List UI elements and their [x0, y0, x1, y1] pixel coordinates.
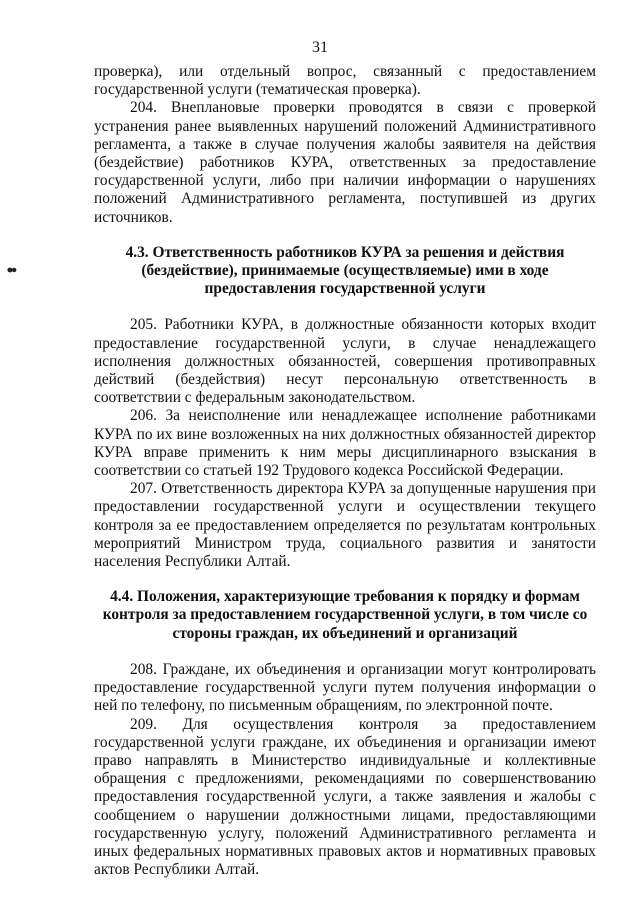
paragraph-continuation: проверка), или отдельный вопрос, связанный с предоставлением государственной услуги (тематическая проверка). [94, 63, 596, 99]
paragraph-205: 205. Работники КУРА, в должностные обязанности которых входит предоставление государственной услуги, в случае ненадлежащего исполнения должностных обязанностей, совершения противоправных действий (бездействия) несут персональную ответственность в соответствии с федеральным законодательством. [94, 316, 596, 407]
page-number: 31 [312, 39, 328, 56]
heading-line: стороны граждан, их объединений и организаций [172, 624, 518, 642]
heading-line: контроля за предоставлением государственной услуги, в том числе со [102, 606, 588, 624]
paragraph-206: 206. За неисполнение или ненадлежащее исполнение работниками КУРА по их вине возложенных на них должностных обязанностей директор КУРА вправе применить к ним меры дисциплинарного взыскания в соответствии со статьей 192 Трудового кодекса Российской Федерации. [94, 407, 596, 480]
paragraph-204: 204. Внеплановые проверки проводятся в связи с проверкой устранения ранее выявленных нарушений положений Административного регламента, а также в случае получения жалобы заявителя на действия (бездействие) работников КУРА, ответственных за предоставление государственной услуги, либо при наличии информации о нарушениях положений Административного регламента, поступившей из других источников. [94, 99, 596, 226]
heading-line: предоставления государственной услуги [204, 280, 486, 298]
section-heading-4-4 [94, 588, 596, 643]
heading-line: 4.3. Ответственность работников КУРА за решения и действия [125, 243, 565, 261]
margin-mark-icon [7, 267, 17, 273]
document-body [94, 63, 596, 879]
section-heading-4-3 [94, 244, 596, 299]
paragraph-209: 209. Для осуществления контроля за предоставлением государственной услуги граждане, их объединения и организации имеют право направлять в Министерство индивидуальные и коллективные обращения с предложениями, рекомендациями по совершенствованию предоставления государственной услуги, а также заявления и жалобы с сообщением о нарушении должностными лицами, предоставляющими государственную услугу, положений Административного регламента и иных федеральных нормативных правовых актов и нормативных правовых актов Республики Алтай. [94, 715, 596, 879]
paragraph-208: 208. Граждане, их объединения и организации могут контролировать предоставление государственной услуги путем получения информации о ней по телефону, по письменным обращениям, по электронной почте. [94, 660, 596, 715]
heading-line: 4.4. Положения, характеризующие требования к порядку и формам [110, 588, 580, 606]
heading-line: (бездействие), принимаемые (осуществляемые) ими в ходе [141, 262, 549, 280]
paragraph-207: 207. Ответственность директора КУРА за допущенные нарушения при предоставлении государственной услуги и осуществлении текущего контроля за ее предоставлением определяется по результатам контрольных мероприятий Министром труда, социального развития и занятости населения Республики Алтай. [94, 480, 596, 571]
